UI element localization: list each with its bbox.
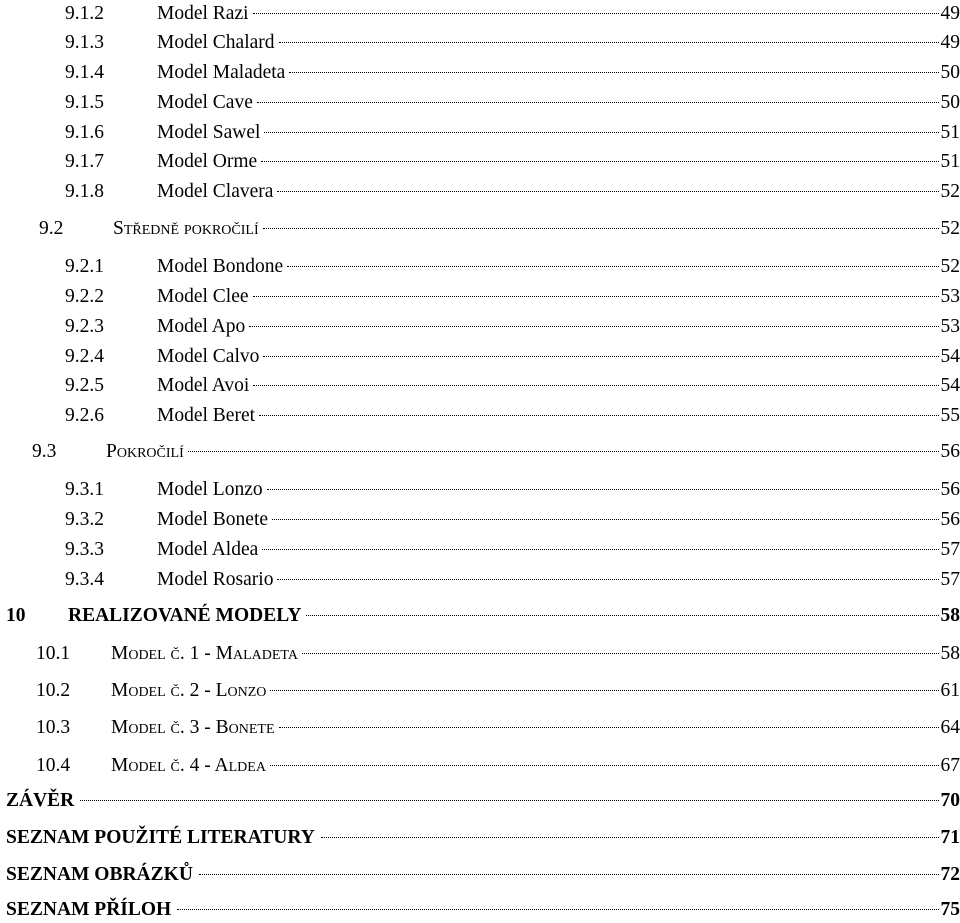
entry-number: 9.3.1 [65, 477, 157, 503]
toc-entry[interactable] [65, 403, 960, 429]
toc-section-entry[interactable] [39, 216, 960, 242]
entry-title: Model Chalard [157, 30, 277, 56]
entry-title: SEZNAM OBRÁZKŮ [6, 862, 195, 888]
toc-entry[interactable] [65, 120, 960, 146]
entry-page: 50 [941, 60, 960, 86]
toc-chapter-entry[interactable] [6, 862, 960, 888]
entry-number: 10.4 [36, 753, 111, 779]
entry-page: 56 [941, 477, 960, 503]
leader-dots [257, 101, 939, 103]
toc-entry[interactable] [65, 179, 960, 205]
entry-page: 70 [941, 788, 960, 814]
entry-page: 56 [941, 439, 960, 465]
toc-entry[interactable] [65, 507, 960, 533]
toc-entry[interactable] [65, 314, 960, 340]
entry-page: 49 [941, 30, 960, 56]
toc-entry[interactable] [65, 254, 960, 280]
leader-dots [277, 190, 938, 192]
entry-title: Model Clavera [157, 179, 275, 205]
entry-title: Model č. 4 - Aldea [111, 753, 268, 779]
leader-dots [188, 450, 939, 452]
toc-entry[interactable] [65, 373, 960, 399]
entry-number: 9.1.6 [65, 120, 157, 146]
entry-page: 52 [941, 254, 960, 280]
entry-page: 52 [941, 216, 960, 242]
entry-number: 10.3 [36, 715, 111, 741]
toc-chapter-entry[interactable] [6, 825, 960, 851]
entry-page: 54 [941, 344, 960, 370]
entry-page: 51 [941, 120, 960, 146]
leader-dots [279, 41, 939, 43]
toc-section-entry[interactable] [36, 753, 960, 779]
toc-chapter-entry[interactable] [6, 897, 960, 923]
leader-dots [249, 325, 938, 327]
entry-page: 61 [941, 678, 960, 704]
entry-page: 52 [941, 179, 960, 205]
entry-number: 9.1.7 [65, 149, 157, 175]
entry-number: 9.2.6 [65, 403, 157, 429]
entry-number: 9.2.1 [65, 254, 157, 280]
entry-number: 9.2 [39, 216, 113, 242]
leader-dots [302, 652, 939, 654]
leader-dots [253, 295, 939, 297]
entry-page: 53 [941, 314, 960, 340]
entry-number: 9.1.2 [65, 1, 157, 27]
leader-dots [262, 548, 938, 550]
leader-dots [289, 71, 938, 73]
entry-number: 9.3.4 [65, 567, 157, 593]
leader-dots [261, 160, 938, 162]
entry-title: Model Bonete [157, 507, 270, 533]
entry-page: 55 [941, 403, 960, 429]
entry-number: 9.1.5 [65, 90, 157, 116]
entry-page: 54 [941, 373, 960, 399]
entry-page: 67 [941, 753, 960, 779]
entry-title: Model Sawel [157, 120, 262, 146]
leader-dots [272, 518, 938, 520]
entry-number: 9.3.2 [65, 507, 157, 533]
toc-entry[interactable] [65, 477, 960, 503]
leader-dots [277, 578, 938, 580]
entry-page: 64 [941, 715, 960, 741]
entry-page: 51 [941, 149, 960, 175]
toc-entry[interactable] [65, 1, 960, 27]
entry-title: REALIZOVANÉ MODELY [68, 603, 304, 629]
entry-number: 9.2.3 [65, 314, 157, 340]
entry-page: 57 [941, 567, 960, 593]
toc-entry[interactable] [65, 537, 960, 563]
leader-dots [199, 873, 939, 875]
toc-entry[interactable] [65, 90, 960, 116]
entry-title: ZÁVĚR [6, 788, 76, 814]
leader-dots [279, 726, 939, 728]
toc-entry[interactable] [65, 284, 960, 310]
entry-page: 53 [941, 284, 960, 310]
entry-title: Model Maladeta [157, 60, 287, 86]
entry-title: Model č. 1 - Maladeta [111, 641, 300, 667]
leader-dots [264, 131, 938, 133]
toc-entry[interactable] [65, 60, 960, 86]
entry-title: SEZNAM PŘÍLOH [6, 897, 173, 923]
entry-title: Model č. 3 - Bonete [111, 715, 277, 741]
entry-number: 10.1 [36, 641, 111, 667]
entry-number: 9.1.4 [65, 60, 157, 86]
entry-number: 10.2 [36, 678, 111, 704]
entry-page: 56 [941, 507, 960, 533]
entry-title: Model č. 2 - Lonzo [111, 678, 268, 704]
entry-number: 9.3 [32, 439, 106, 465]
toc-chapter-entry[interactable] [6, 788, 960, 814]
entry-page: 57 [941, 537, 960, 563]
toc-section-entry[interactable] [32, 439, 960, 465]
toc-entry[interactable] [65, 149, 960, 175]
entry-title: Model Avoi [157, 373, 251, 399]
leader-dots [267, 488, 939, 490]
entry-page: 75 [941, 897, 960, 923]
entry-page: 72 [941, 862, 960, 888]
leader-dots [253, 384, 938, 386]
leader-dots [270, 764, 939, 766]
entry-number: 9.1.3 [65, 30, 157, 56]
entry-title: Model Razi [157, 1, 251, 27]
entry-title: SEZNAM POUŽITÉ LITERATURY [6, 825, 317, 851]
toc-chapter-entry[interactable] [6, 603, 960, 629]
entry-page: 50 [941, 90, 960, 116]
toc-entry[interactable] [65, 30, 960, 56]
toc-section-entry[interactable] [36, 641, 960, 667]
toc-entry[interactable] [65, 344, 960, 370]
entry-number: 9.2.5 [65, 373, 157, 399]
entry-title: Model Bondone [157, 254, 285, 280]
entry-page: 71 [941, 825, 960, 851]
toc-section-entry[interactable] [36, 715, 960, 741]
entry-number: 10 [6, 603, 68, 629]
toc-section-entry[interactable] [36, 678, 960, 704]
leader-dots [263, 355, 938, 357]
leader-dots [80, 799, 938, 801]
leader-dots [306, 614, 939, 616]
entry-title: Model Rosario [157, 567, 275, 593]
leader-dots [287, 265, 938, 267]
entry-page: 49 [941, 1, 960, 27]
leader-dots [253, 12, 939, 14]
entry-title: Model Apo [157, 314, 247, 340]
toc-entry[interactable] [65, 567, 960, 593]
entry-number: 9.2.2 [65, 284, 157, 310]
entry-page: 58 [941, 641, 960, 667]
entry-title: Středně pokročilí [113, 216, 261, 242]
entry-title: Model Beret [157, 403, 257, 429]
leader-dots [270, 689, 938, 691]
leader-dots [177, 908, 938, 910]
entry-number: 9.3.3 [65, 537, 157, 563]
leader-dots [263, 227, 939, 229]
entry-title: Model Orme [157, 149, 259, 175]
entry-title: Model Aldea [157, 537, 260, 563]
leader-dots [321, 836, 939, 838]
leader-dots [259, 414, 938, 416]
entry-number: 9.2.4 [65, 344, 157, 370]
entry-title: Model Clee [157, 284, 251, 310]
entry-page: 58 [941, 603, 960, 629]
entry-title: Pokročilí [106, 439, 186, 465]
entry-title: Model Lonzo [157, 477, 265, 503]
entry-number: 9.1.8 [65, 179, 157, 205]
entry-title: Model Calvo [157, 344, 261, 370]
entry-title: Model Cave [157, 90, 255, 116]
